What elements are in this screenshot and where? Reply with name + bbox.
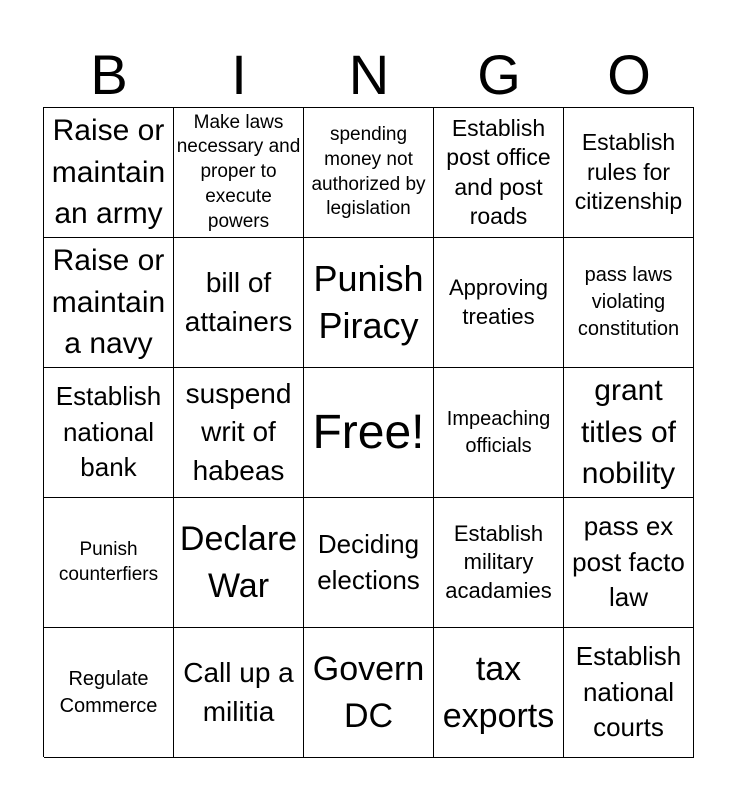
cell-text: Impeaching officials <box>446 407 551 457</box>
bingo-cell[interactable] <box>434 368 564 498</box>
cell-text: Establish national courts <box>575 641 682 743</box>
bingo-cell[interactable] <box>434 628 564 758</box>
bingo-header <box>44 42 694 108</box>
bingo-cell[interactable] <box>44 108 174 238</box>
bingo-cell[interactable] <box>44 628 174 758</box>
cell-text: Raise or maintain an army <box>51 114 166 231</box>
header-letter-n: N <box>348 43 390 106</box>
bingo-cell[interactable] <box>304 238 434 368</box>
cell-text: Raise or maintain a navy <box>51 244 166 361</box>
bingo-cell[interactable] <box>564 368 694 498</box>
cell-text: Punish counterfiers <box>58 538 159 585</box>
cell-text: grant titles of nobility <box>580 374 677 491</box>
header-letter-g: G <box>477 43 521 106</box>
cell-text: Establish rules for citizenship <box>574 129 683 215</box>
bingo-cell[interactable] <box>174 238 304 368</box>
bingo-cell[interactable] <box>564 108 694 238</box>
cell-text: suspend writ of habeas <box>185 378 292 486</box>
bingo-cell[interactable] <box>564 238 694 368</box>
cell-text: Govern DC <box>312 650 425 735</box>
bingo-card-grid <box>43 107 694 757</box>
cell-text: spending money not authorized by legislation <box>311 124 426 220</box>
header-letter-i: I <box>231 43 247 106</box>
bingo-cell[interactable] <box>174 628 304 758</box>
header-letter-b: B <box>90 43 128 106</box>
bingo-cell[interactable] <box>44 368 174 498</box>
cell-text: pass ex post facto law <box>572 511 685 613</box>
bingo-cell[interactable] <box>434 108 564 238</box>
cell-text: Punish Piracy <box>313 257 424 346</box>
bingo-cell[interactable] <box>44 238 174 368</box>
free-space-text: Free! <box>312 405 425 459</box>
bingo-cell[interactable] <box>434 238 564 368</box>
cell-text: Approving treaties <box>448 274 549 329</box>
cell-text: Make laws necessary and proper to execute powers <box>176 111 301 232</box>
bingo-cell[interactable] <box>174 368 304 498</box>
bingo-cell[interactable] <box>304 108 434 238</box>
cell-text: Declare War <box>179 520 298 605</box>
cell-text: bill of attainers <box>184 267 293 337</box>
bingo-cell[interactable] <box>174 108 304 238</box>
cell-text: Establish post office and post roads <box>446 114 551 229</box>
cell-text: Establish military acadamies <box>445 520 552 603</box>
bingo-cell[interactable] <box>44 498 174 628</box>
bingo-cell[interactable] <box>304 498 434 628</box>
bingo-cell[interactable] <box>564 498 694 628</box>
cell-text: Regulate Commerce <box>59 667 158 717</box>
cell-text: Deciding elections <box>317 529 420 595</box>
cell-text: Establish national bank <box>55 381 162 483</box>
header-letter-o: O <box>607 43 651 106</box>
bingo-cell[interactable] <box>564 628 694 758</box>
free-space-cell[interactable] <box>304 368 434 498</box>
cell-text: tax exports <box>442 650 555 735</box>
bingo-cell[interactable] <box>304 628 434 758</box>
cell-text: pass laws violating constitution <box>577 264 680 340</box>
bingo-cell[interactable] <box>174 498 304 628</box>
bingo-cell[interactable] <box>434 498 564 628</box>
cell-text: Call up a militia <box>183 657 294 727</box>
